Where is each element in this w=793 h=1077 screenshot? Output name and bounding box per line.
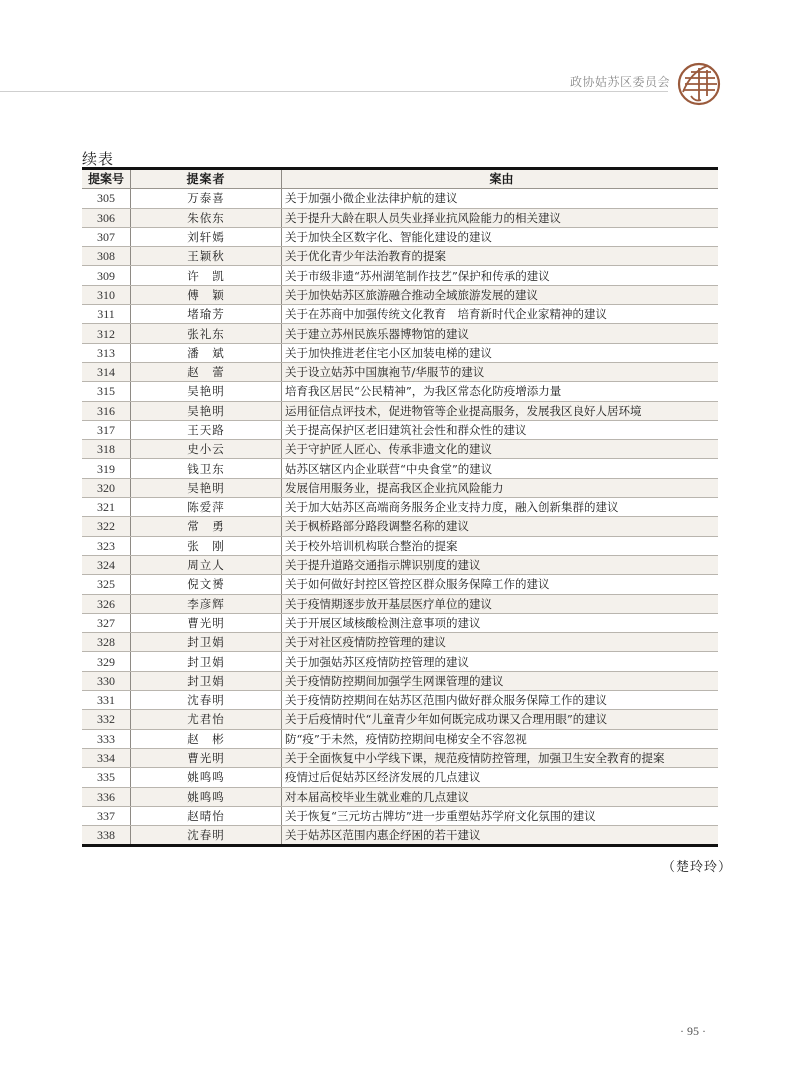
subject-cell: 关于在苏商中加强传统文化教育 培育新时代企业家精神的建议 [282,305,719,324]
proposal-no-cell: 336 [82,787,131,806]
subject-cell: 疫情过后促姑苏区经济发展的几点建议 [282,768,719,787]
table-row [82,247,718,266]
proposer-cell: 吴艳明 [131,478,282,497]
table-row [82,575,718,594]
subject-cell: 关于开展区域核酸检测注意事项的建议 [282,613,719,632]
proposer-cell: 钱卫东 [131,459,282,478]
proposal-no-cell: 320 [82,478,131,497]
proposer-cell: 万泰喜 [131,189,282,208]
org-title: 政协姑苏区委员会 [570,75,671,89]
proposer-cell: 封卫娟 [131,652,282,671]
subject-cell: 关于疫情期逐步放开基层医疗单位的建议 [282,594,719,613]
table-row [82,768,718,787]
table-row [82,806,718,825]
table-row [82,613,718,632]
proposer-cell: 封卫娟 [131,671,282,690]
subject-cell: 关于恢复“三元坊古牌坊”进一步重塑姑苏学府文化氛围的建议 [282,806,719,825]
proposer-cell: 沈春明 [131,691,282,710]
table-row [82,266,718,285]
subject-cell: 关于疫情防控期间加强学生网课管理的建议 [282,671,719,690]
proposal-no-cell: 309 [82,266,131,285]
subject-cell: 关于如何做好封控区管控区群众服务保障工作的建议 [282,575,719,594]
proposal-no-cell: 322 [82,517,131,536]
proposer-cell: 史小云 [131,440,282,459]
column-header-proposal-no: 提案号 [82,169,131,189]
proposer-cell: 李彦辉 [131,594,282,613]
subject-cell: 发展信用服务业，提高我区企业抗风险能力 [282,478,719,497]
subject-cell: 关于加强小微企业法律护航的建议 [282,189,719,208]
proposal-no-cell: 323 [82,536,131,555]
subject-cell: 关于枫桥路部分路段调整名称的建议 [282,517,719,536]
proposer-cell: 赵 彬 [131,729,282,748]
subject-cell: 关于加快姑苏区旅游融合推动全域旅游发展的建议 [282,285,719,304]
proposal-no-cell: 314 [82,362,131,381]
proposer-cell: 张 刚 [131,536,282,555]
proposal-no-cell: 324 [82,555,131,574]
subject-cell: 关于全面恢复中小学线下课，规范疫情防控管理，加强卫生安全教育的提案 [282,748,719,767]
proposer-cell: 许 凯 [131,266,282,285]
column-header-proposer: 提案者 [131,169,282,189]
table-row [82,420,718,439]
subject-cell: 关于加快全区数字化、智能化建设的建议 [282,227,719,246]
proposer-cell: 王颖秋 [131,247,282,266]
column-header-subject: 案由 [282,169,719,189]
table-row [82,787,718,806]
subject-cell: 关于提升大龄在职人员失业择业抗风险能力的相关建议 [282,208,719,227]
subject-cell: 关于疫情防控期间在姑苏区范围内做好群众服务保障工作的建议 [282,691,719,710]
proposer-cell: 赵晴怡 [131,806,282,825]
table-row [82,517,718,536]
table-row [82,362,718,381]
subject-cell: 关于守护匠人匠心、传承非遗文化的建议 [282,440,719,459]
subject-cell: 关于提升道路交通指示牌识别度的建议 [282,555,719,574]
table-row [82,459,718,478]
proposal-no-cell: 327 [82,613,131,632]
table-row [82,671,718,690]
proposal-no-cell: 330 [82,671,131,690]
proposer-cell: 王天路 [131,420,282,439]
table-row [82,826,718,846]
proposal-no-cell: 313 [82,343,131,362]
proposal-no-cell: 332 [82,710,131,729]
author-credit: （楚玲玲） [662,860,733,875]
proposal-no-cell: 326 [82,594,131,613]
subject-cell: 关于后疫情时代“儿童青少年如何既完成功课又合理用眼”的建议 [282,710,719,729]
proposer-cell: 朱依东 [131,208,282,227]
proposer-cell: 姚鸣鸣 [131,787,282,806]
proposal-no-cell: 328 [82,633,131,652]
subject-cell: 关于对社区疫情防控管理的建议 [282,633,719,652]
subject-cell: 防“疫”于未然，疫情防控期间电梯安全不容忽视 [282,729,719,748]
proposer-cell: 曹光明 [131,748,282,767]
proposer-cell: 傅 颖 [131,285,282,304]
continued-table-label: 续表 [82,150,115,168]
proposal-no-cell: 337 [82,806,131,825]
proposal-no-cell: 307 [82,227,131,246]
proposal-no-cell: 305 [82,189,131,208]
proposer-cell: 张礼东 [131,324,282,343]
table-row [82,285,718,304]
proposer-cell: 倪文赟 [131,575,282,594]
table-row [82,305,718,324]
table-body [82,189,718,846]
table-header-row [82,169,718,189]
subject-cell: 关于建立苏州民族乐器博物馆的建议 [282,324,719,343]
proposer-cell: 吴艳明 [131,382,282,401]
table-row [82,652,718,671]
proposer-cell: 沈春明 [131,826,282,846]
table-row [82,748,718,767]
proposer-cell: 陈爱萍 [131,498,282,517]
page-number: · 95 · [680,1024,706,1038]
proposer-cell: 封卫娟 [131,633,282,652]
subject-cell: 运用征信点评技术，促进物管等企业提高服务，发展我区良好人居环境 [282,401,719,420]
table-row [82,555,718,574]
proposer-cell: 堵瑜芳 [131,305,282,324]
proposal-no-cell: 335 [82,768,131,787]
proposal-no-cell: 329 [82,652,131,671]
table-row [82,633,718,652]
subject-cell: 对本届高校毕业生就业难的几点建议 [282,787,719,806]
proposal-no-cell: 334 [82,748,131,767]
table-row [82,401,718,420]
proposer-cell: 赵 蕾 [131,362,282,381]
proposal-no-cell: 315 [82,382,131,401]
subject-cell: 关于校外培训机构联合整治的提案 [282,536,719,555]
proposal-no-cell: 311 [82,305,131,324]
proposer-cell: 吴艳明 [131,401,282,420]
subject-cell: 姑苏区辖区内企业联营“中央食堂”的建议 [282,459,719,478]
proposal-no-cell: 317 [82,420,131,439]
subject-cell: 关于加强姑苏区疫情防控管理的建议 [282,652,719,671]
table-row [82,440,718,459]
table-row [82,189,718,208]
proposer-cell: 曹光明 [131,613,282,632]
subject-cell: 关于提高保护区老旧建筑社会性和群众性的建议 [282,420,719,439]
table-row [82,729,718,748]
proposal-no-cell: 331 [82,691,131,710]
subject-cell: 关于设立姑苏中国旗袍节/华服节的建议 [282,362,719,381]
subject-cell: 关于优化青少年法治教育的提案 [282,247,719,266]
table-row [82,536,718,555]
proposer-cell: 潘 斌 [131,343,282,362]
table-row [82,478,718,497]
table-row [82,498,718,517]
proposal-no-cell: 308 [82,247,131,266]
subject-cell: 培育我区居民“公民精神”，为我区常态化防疫增添力量 [282,382,719,401]
table-row [82,691,718,710]
proposal-no-cell: 321 [82,498,131,517]
table-row [82,343,718,362]
table-row [82,324,718,343]
proposer-cell: 常 勇 [131,517,282,536]
table-row [82,594,718,613]
proposer-cell: 周立人 [131,555,282,574]
proposal-no-cell: 319 [82,459,131,478]
gusu-emblem-icon [677,62,721,106]
subject-cell: 关于姑苏区范围内惠企纾困的若干建议 [282,826,719,846]
subject-cell: 关于加快推进老住宅小区加装电梯的建议 [282,343,719,362]
proposer-cell: 尤君怡 [131,710,282,729]
table-row [82,710,718,729]
subject-cell: 关于加大姑苏区高端商务服务企业支持力度，融入创新集群的建议 [282,498,719,517]
proposal-no-cell: 325 [82,575,131,594]
proposals-table [82,167,718,847]
proposal-no-cell: 318 [82,440,131,459]
proposal-no-cell: 333 [82,729,131,748]
proposal-no-cell: 306 [82,208,131,227]
subject-cell: 关于市级非遗“苏州湖笔制作技艺”保护和传承的建议 [282,266,719,285]
proposer-cell: 刘轩嫣 [131,227,282,246]
proposal-no-cell: 312 [82,324,131,343]
proposal-no-cell: 316 [82,401,131,420]
proposer-cell: 姚鸣鸣 [131,768,282,787]
proposal-no-cell: 338 [82,826,131,846]
table-row [82,227,718,246]
table-row [82,208,718,227]
table-row [82,382,718,401]
header-rule [0,91,668,92]
proposal-no-cell: 310 [82,285,131,304]
